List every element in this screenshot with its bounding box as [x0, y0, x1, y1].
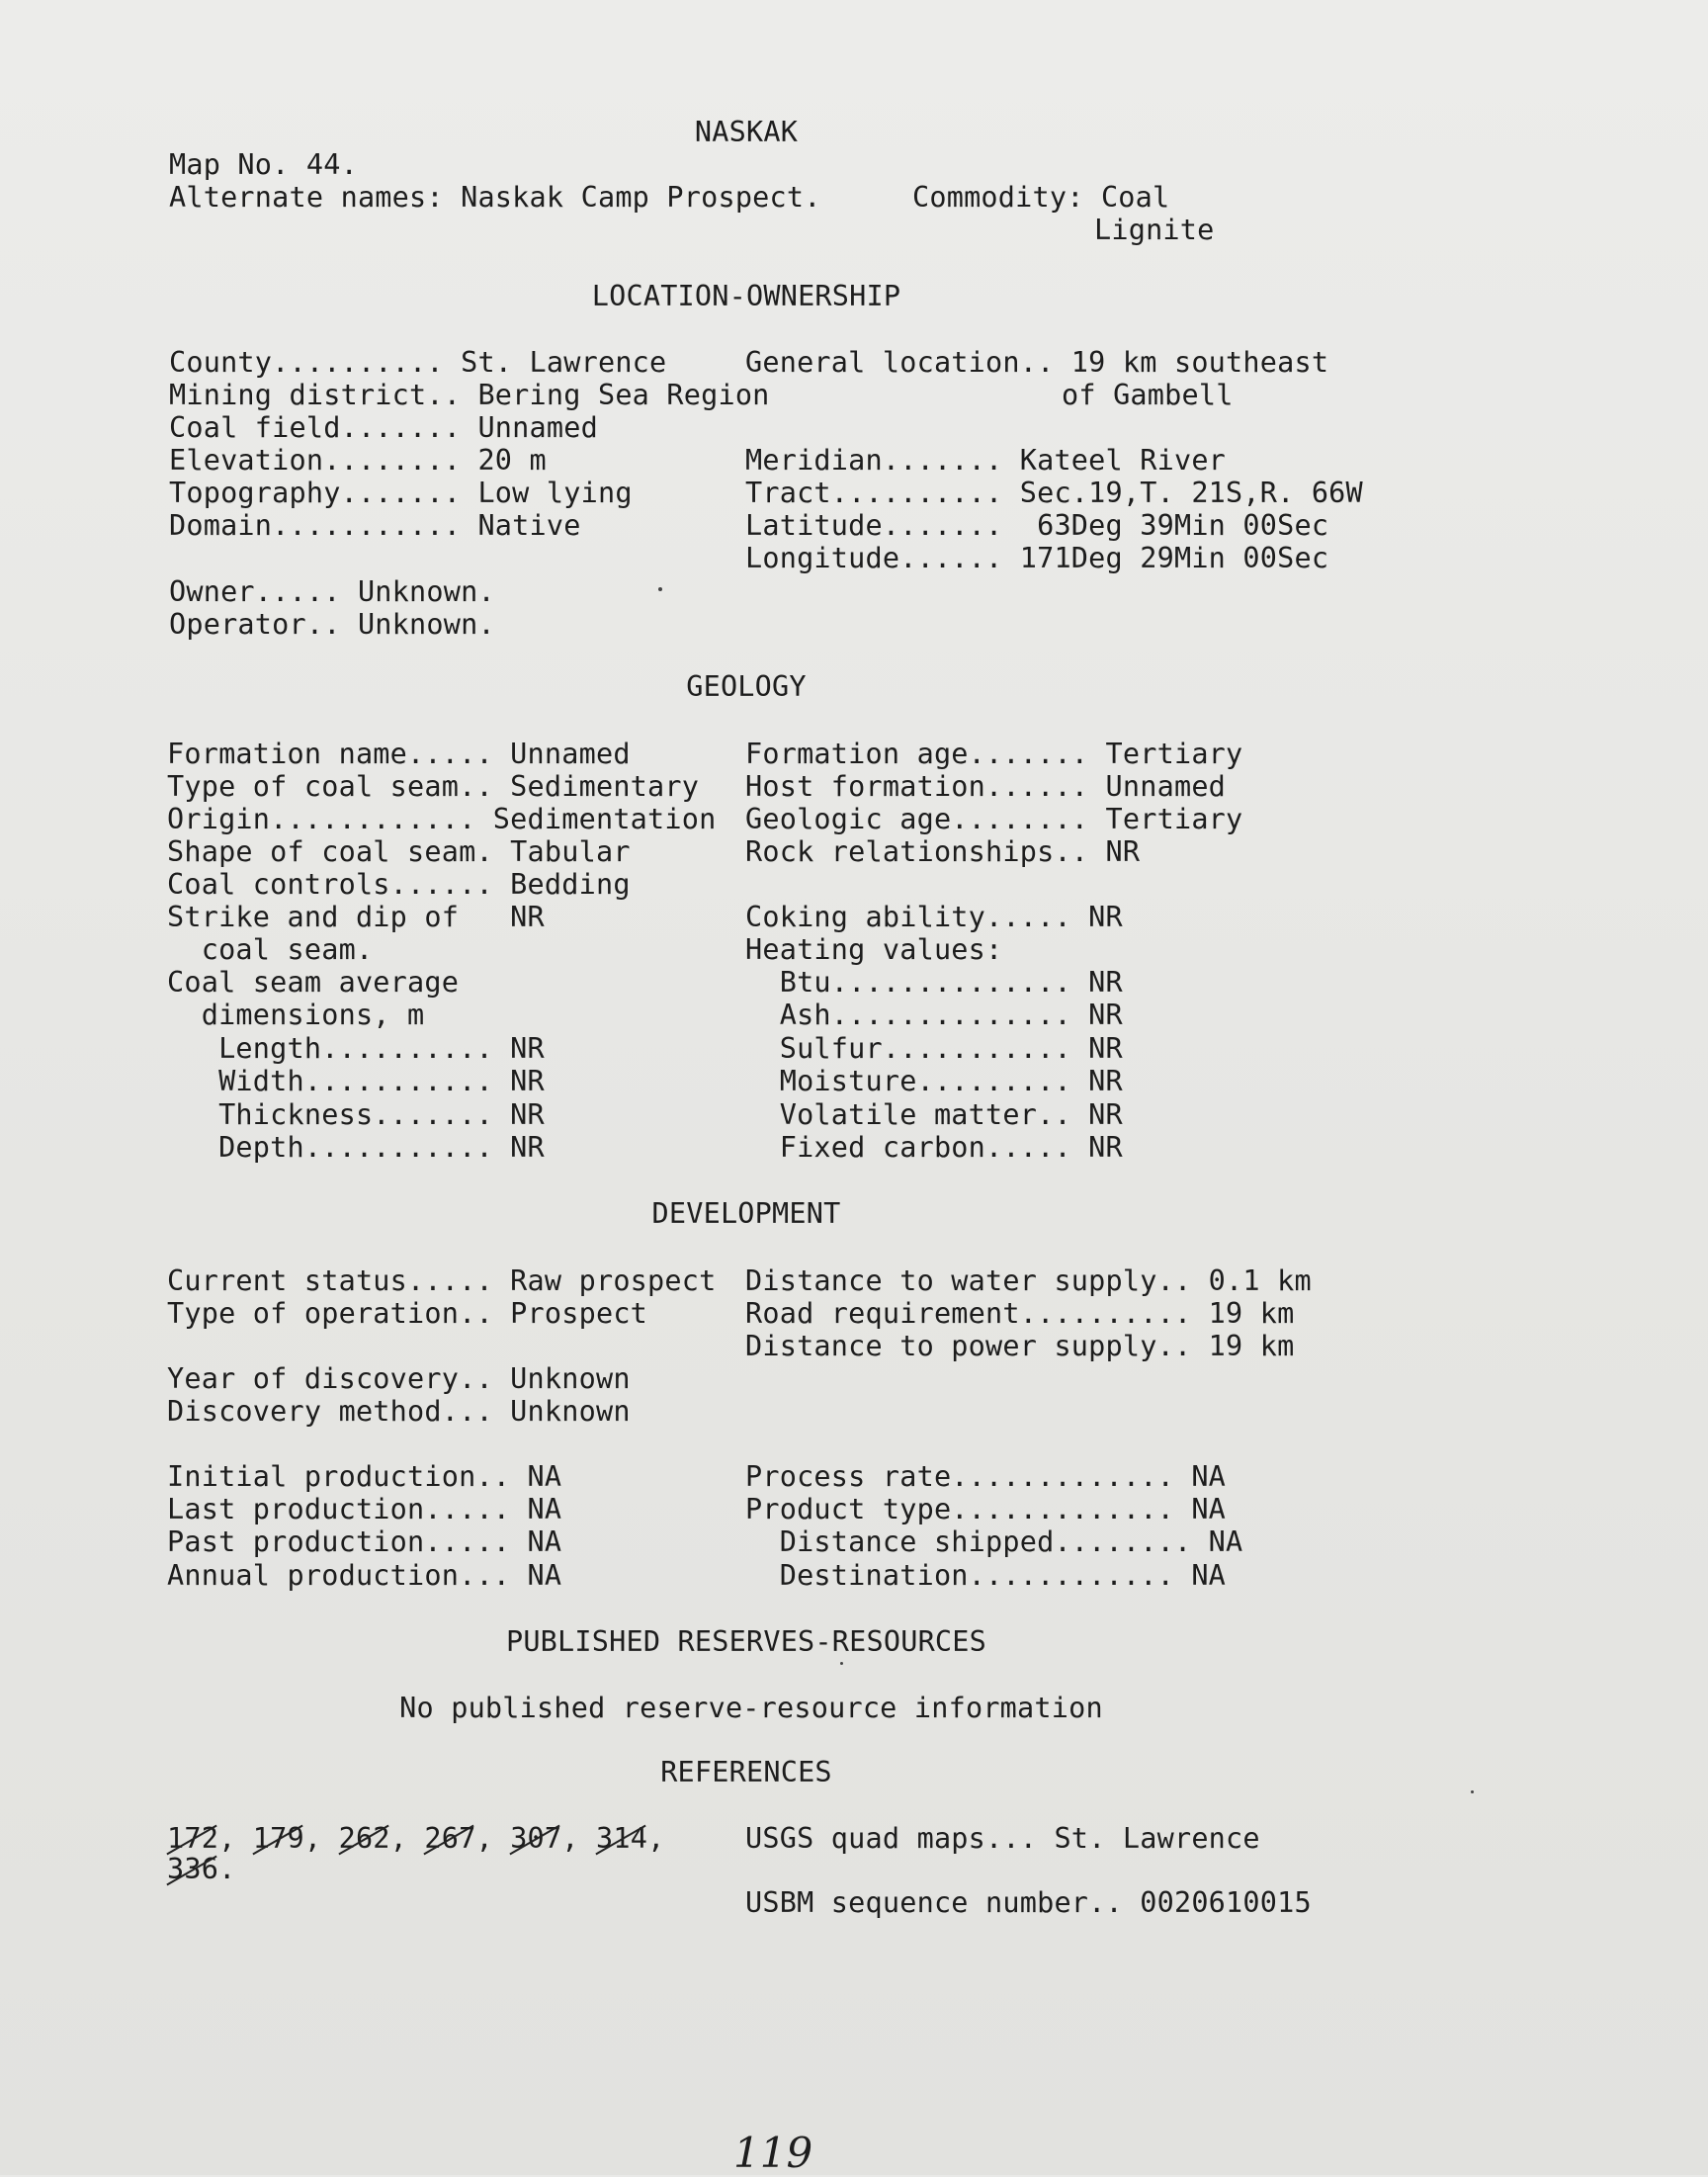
map-number: Map No. 44.: [169, 148, 358, 181]
geology-field: Heating values:: [745, 933, 1003, 966]
location-field: Topography....... Low lying: [169, 477, 633, 509]
location-field: Mining district.. Bering Sea Region: [169, 379, 770, 411]
reference-number: 267: [424, 1822, 476, 1855]
scan-speck: [658, 587, 662, 591]
geology-field: Depth........... NR: [167, 1131, 545, 1164]
reference-number: 336: [167, 1853, 219, 1885]
production-field: Last production..... NA: [167, 1493, 562, 1525]
section-heading-references: REFERENCES: [660, 1756, 832, 1788]
geology-field: Coking ability..... NR: [745, 901, 1123, 933]
production-field: Distance shipped........ NA: [745, 1525, 1243, 1558]
geology-field: dimensions, m: [167, 999, 425, 1031]
production-field: Product type............. NA: [745, 1493, 1227, 1525]
reserves-text: No published reserve-resource information: [399, 1692, 1103, 1724]
development-field: Year of discovery.. Unknown: [167, 1362, 631, 1395]
geology-field: Coal controls...... Bedding: [167, 868, 631, 901]
reference-numbers: 172, 179, 262, 267, 307, 314,: [167, 1822, 665, 1855]
general-location-continued: of Gambell: [1062, 379, 1234, 411]
geology-field: Strike and dip of NR: [167, 901, 545, 933]
reference-number: 262: [338, 1822, 390, 1855]
commodity-second: Lignite: [1094, 214, 1215, 246]
production-field: Destination............ NA: [745, 1559, 1227, 1592]
production-field: Annual production... NA: [167, 1559, 562, 1592]
geology-field: Origin............ Sedimentation: [167, 803, 717, 835]
geology-field: Geologic age........ Tertiary: [745, 803, 1243, 835]
scan-speck: [840, 1662, 843, 1665]
section-heading-reserves: PUBLISHED RESERVES-RESOURCES: [505, 1625, 987, 1658]
development-field: Distance to water supply.. 0.1 km: [745, 1264, 1312, 1297]
location-field: County.......... St. Lawrence: [169, 346, 667, 379]
geology-field: coal seam.: [167, 933, 374, 966]
geology-field: Shape of coal seam. Tabular: [167, 835, 631, 868]
reference-number: 172: [167, 1822, 219, 1855]
location-field: Coal field....... Unnamed: [169, 411, 598, 444]
geology-field: Formation age....... Tertiary: [745, 738, 1243, 770]
geology-field: Host formation...... Unnamed: [745, 770, 1227, 803]
reference-number: 307: [510, 1822, 562, 1855]
geology-field: Btu.............. NR: [745, 966, 1123, 999]
general-location: General location.. 19 km southeast: [745, 346, 1329, 379]
alternate-names: Alternate names: Naskak Camp Prospect.: [169, 181, 821, 214]
tract: Tract.......... Sec.19,T. 21S,R. 66W: [745, 477, 1363, 509]
operator: Operator.. Unknown.: [169, 608, 495, 641]
longitude: Longitude...... 171Deg 29Min 00Sec: [745, 542, 1329, 574]
production-field: Process rate............. NA: [745, 1460, 1227, 1493]
geology-field: Formation name..... Unnamed: [167, 738, 631, 770]
owner: Owner..... Unknown.: [169, 575, 495, 608]
geology-field: Thickness....... NR: [167, 1098, 545, 1131]
production-field: Initial production.. NA: [167, 1460, 562, 1493]
scan-speck: [1471, 1790, 1474, 1793]
location-field: Elevation........ 20 m: [169, 444, 547, 477]
reference-number: 179: [252, 1822, 304, 1855]
latitude: Latitude....... 63Deg 39Min 00Sec: [745, 509, 1329, 542]
section-heading-geology: GEOLOGY: [686, 670, 807, 703]
geology-field: Rock relationships.. NR: [745, 835, 1141, 868]
development-field: Type of operation.. Prospect: [167, 1297, 648, 1330]
geology-field: Type of coal seam.. Sedimentary: [167, 770, 700, 803]
commodity-label: Commodity: Coal: [912, 181, 1170, 214]
geology-field: Fixed carbon..... NR: [745, 1131, 1123, 1164]
usgs-quad-maps: USGS quad maps... St. Lawrence: [745, 1822, 1260, 1855]
geology-field: Coal seam average: [167, 966, 460, 999]
usbm-sequence-number: USBM sequence number.. 0020610015: [745, 1886, 1312, 1919]
meridian: Meridian....... Kateel River: [745, 444, 1227, 477]
document-title: NASKAK: [694, 116, 799, 148]
geology-field: Moisture......... NR: [745, 1065, 1123, 1097]
geology-field: Width........... NR: [167, 1065, 545, 1097]
geology-field: Volatile matter.. NR: [745, 1098, 1123, 1131]
location-field: Domain........... Native: [169, 509, 581, 542]
geology-field: Sulfur........... NR: [745, 1032, 1123, 1065]
production-field: Past production..... NA: [167, 1525, 562, 1558]
development-field: Road requirement.......... 19 km: [745, 1297, 1295, 1330]
development-field: Current status..... Raw prospect: [167, 1264, 717, 1297]
section-heading-location: LOCATION-OWNERSHIP: [591, 280, 901, 312]
geology-field: Length.......... NR: [167, 1032, 545, 1065]
development-field: Discovery method... Unknown: [167, 1395, 631, 1428]
reference-numbers-line2: 336.: [167, 1853, 236, 1885]
development-field: Distance to power supply.. 19 km: [745, 1330, 1295, 1362]
geology-field: Ash.............. NR: [745, 999, 1123, 1031]
section-heading-development: DEVELOPMENT: [651, 1197, 841, 1230]
reference-number: 314: [595, 1822, 648, 1855]
page-number: 119: [733, 2129, 813, 2177]
